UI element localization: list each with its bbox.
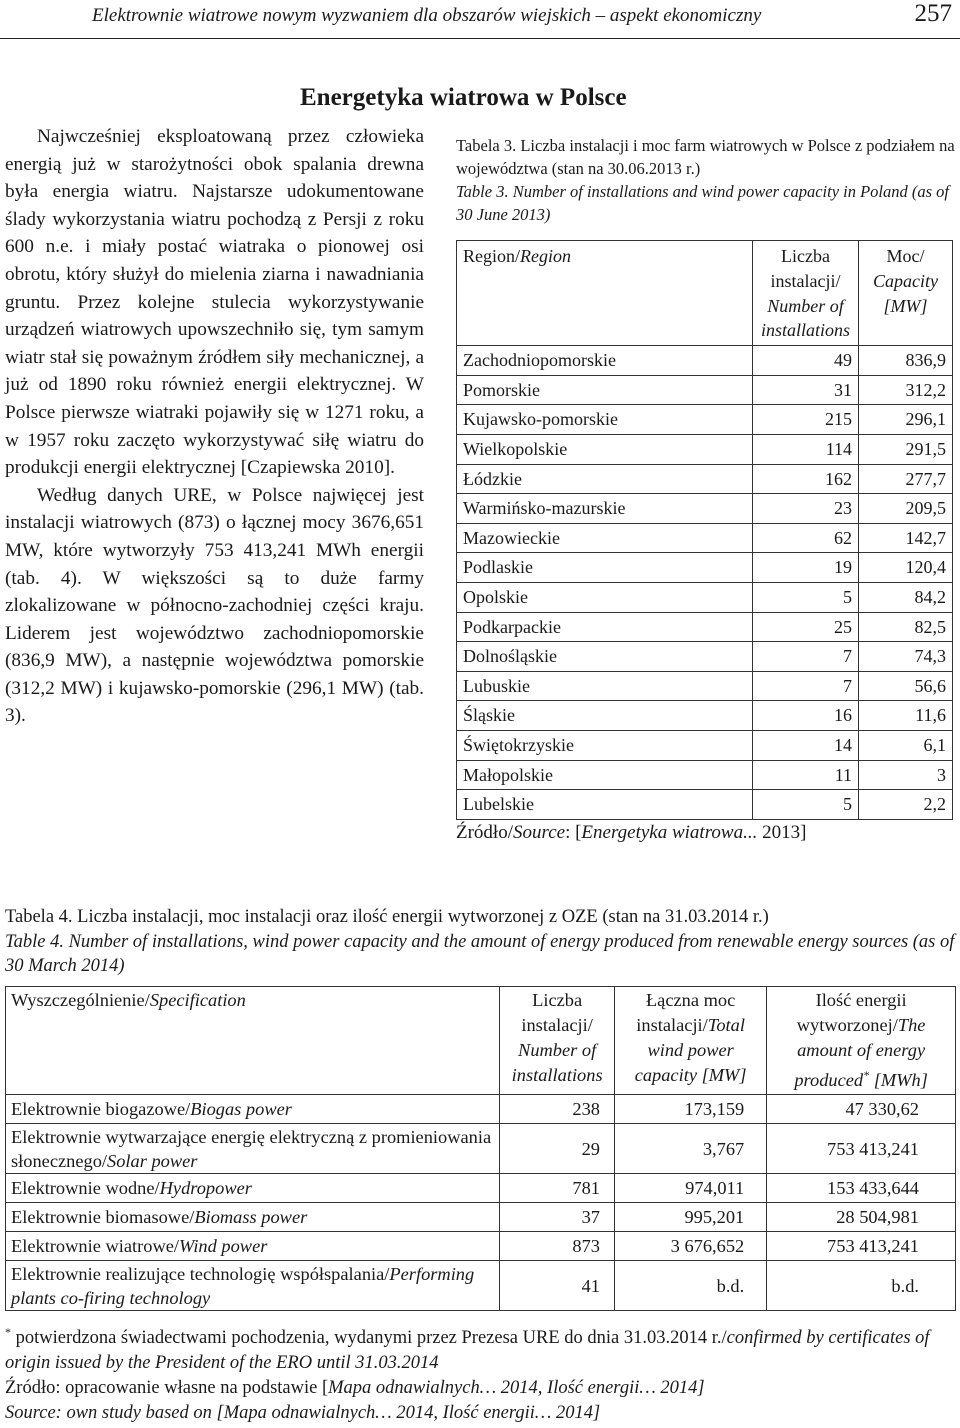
table4-cell-energy: 753 413,241 [767, 1232, 956, 1261]
table4-cell-capacity: 173,159 [614, 1095, 766, 1124]
table3-cell-region: Lubelskie [457, 790, 753, 820]
table3-cell-capacity: 142,7 [859, 523, 953, 553]
table4-row [6, 1261, 956, 1311]
table3-cell-capacity: 11,6 [859, 701, 953, 731]
table4-cell-spec: Elektrownie wiatrowe/Wind power [6, 1232, 500, 1261]
table3-cell-count: 7 [752, 671, 858, 701]
table3-row [457, 671, 953, 701]
table4-header-row [6, 987, 956, 1095]
table4-source-en: Source: own study based on [Mapa odnawialnych… 2014, Ilość energii… 2014] [5, 1403, 601, 1423]
table4-cell-count: 41 [500, 1261, 615, 1311]
table3-header-capacity: Moc/ Capacity [MW] [859, 241, 953, 346]
table3-caption [456, 134, 956, 226]
table3-cell-count: 5 [752, 790, 858, 820]
table3-cell-region: Wielkopolskie [457, 434, 753, 464]
table3-cell-region: Świętokrzyskie [457, 730, 753, 760]
table3-row [457, 730, 953, 760]
table4-cell-capacity: b.d. [614, 1261, 766, 1311]
table4-cell-count: 238 [500, 1095, 615, 1124]
table3-cell-count: 16 [752, 701, 858, 731]
table4-header-total: Łączna moc instalacji/Total wind power capacity [MW] [614, 987, 766, 1095]
paragraph-1: Najwcześniej eksploatowaną przez człowieka energią już w starożytności obok spalania drewna była energia wiatru. Najstarsze udokumentowane ślady wykorzystania wiatru pochodzą z Persji z roku 600 n.e. i miały postać wiatraka o pionowej osi obrotu, który służył do mielenia ziarna i nawadniania gruntu. Przez kolejne stulecia wykorzystywanie urządzeń wiatrowych upowszechniło się, tym samym wiatr stał się poważnym źródłem siły mechanicznej, a już od 1890 roku również energii elektrycznej. W Polsce pierwsze wiatraki pojawiły się w 1271 roku, a w 1957 roku zaczęto wykorzystywać siłę wiatru do produkcji energii elektrycznej [Czapiewska 2010]. [5, 126, 424, 479]
table4-row [6, 1203, 956, 1232]
table3-cell-count: 5 [752, 582, 858, 612]
table3-cell-capacity: 82,5 [859, 612, 953, 642]
table4-cell-spec: Elektrownie wodne/Hydropower [6, 1174, 500, 1203]
table4-cell-count: 29 [500, 1124, 615, 1174]
table4-caption-pl: Tabela 4. Liczba instalacji, moc instalacji oraz ilość energii wytworzonej z OZE (stan na 31.03.2014 r.) [5, 907, 769, 927]
table3-row [457, 434, 953, 464]
table3-cell-capacity: 312,2 [859, 375, 953, 405]
table3-cell-region: Łódzkie [457, 464, 753, 494]
table3-cell-count: 7 [752, 642, 858, 672]
table3-cell-region: Warmińsko-mazurskie [457, 494, 753, 524]
table4-cell-energy: 47 330,62 [767, 1095, 956, 1124]
table3-cell-capacity: 836,9 [859, 346, 953, 376]
table4-cell-count: 781 [500, 1174, 615, 1203]
table3-row [457, 582, 953, 612]
table3-cell-region: Zachodniopomorskie [457, 346, 753, 376]
table3-cell-capacity: 209,5 [859, 494, 953, 524]
table3-row [457, 405, 953, 435]
table3-cell-capacity: 6,1 [859, 730, 953, 760]
table3-cell-count: 62 [752, 523, 858, 553]
table4-cell-spec: Elektrownie biogazowe/Biogas power [6, 1095, 500, 1124]
table3-cell-region: Małopolskie [457, 760, 753, 790]
table3-cell-count: 19 [752, 553, 858, 583]
table4-row [6, 1232, 956, 1261]
table3-cell-count: 114 [752, 434, 858, 464]
table4-cell-energy: 28 504,981 [767, 1203, 956, 1232]
table4-header-spec: Wyszczególnienie/Specification [6, 987, 500, 1095]
table3-cell-region: Kujawsko-pomorskie [457, 405, 753, 435]
table4-caption [5, 905, 955, 979]
page-number: 257 [914, 0, 952, 27]
table3-cell-capacity: 56,6 [859, 671, 953, 701]
table4-cell-energy: 153 433,644 [767, 1174, 956, 1203]
table4 [5, 986, 956, 1311]
table3-cell-region: Podkarpackie [457, 612, 753, 642]
table4-row [6, 1174, 956, 1203]
table3-cell-capacity: 296,1 [859, 405, 953, 435]
table3-row [457, 701, 953, 731]
table4-source [5, 1376, 955, 1426]
table3-cell-capacity: 291,5 [859, 434, 953, 464]
table3-header-region: Region/Region [457, 241, 753, 346]
table3-row [457, 790, 953, 820]
section-title: Energetyka wiatrowa w Polsce [300, 84, 627, 111]
table4-row [6, 1124, 956, 1174]
paragraph-2: Według danych URE, w Polsce najwięcej jest instalacji wiatrowych (873) o łącznej mocy 3676,651 MW, które wytworzyły 753 413,241 MWh energii (tab. 4). W większości są to duże farmy zlokalizowane w północno-zachodniej części kraju. Liderem jest województwo zachodniopomorskie (836,9 MW), a następnie województwa pomorskie (312,2 MW) i kujawsko-pomorskie (296,1 MW) (tab. 3). [5, 484, 424, 727]
table3-cell-region: Lubuskie [457, 671, 753, 701]
table3-row [457, 464, 953, 494]
table4-header-energy: Ilość energii wytworzonej/The amount of energy produced* [MWh] [767, 987, 956, 1095]
table3-row [457, 523, 953, 553]
table3-cell-region: Podlaskie [457, 553, 753, 583]
table3-row [457, 375, 953, 405]
table4-cell-energy: b.d. [767, 1261, 956, 1311]
table4-cell-spec: Elektrownie wytwarzające energię elektryczną z promieniowania słonecznego/Solar power [6, 1124, 500, 1174]
table3-cell-count: 162 [752, 464, 858, 494]
table3-cell-capacity: 2,2 [859, 790, 953, 820]
table4-row [6, 1095, 956, 1124]
table3-header-row [457, 241, 953, 346]
table4-cell-energy: 753 413,241 [767, 1124, 956, 1174]
table3-row [457, 494, 953, 524]
running-title: Elektrownie wiatrowe nowym wyzwaniem dla obszarów wiejskich – aspekt ekonomiczny [92, 5, 762, 26]
table3 [456, 240, 953, 820]
table3-row [457, 346, 953, 376]
table4-cell-capacity: 974,011 [614, 1174, 766, 1203]
table3-row [457, 642, 953, 672]
table3-cell-region: Dolnośląskie [457, 642, 753, 672]
table3-cell-region: Mazowieckie [457, 523, 753, 553]
table4-footnote: * potwierdzona świadectwami pochodzenia, wydanymi przez Prezesa URE do dnia 31.03.2014 r./confirmed by certificates of origin issued by the President of the ERO until 31.03.2014 [5, 1325, 930, 1374]
table3-source: Źródło/Source: [Energetyka wiatrowa... 2013] [456, 822, 807, 843]
table3-cell-count: 31 [752, 375, 858, 405]
body-text [5, 123, 424, 730]
table3-cell-count: 11 [752, 760, 858, 790]
table4-cell-spec: Elektrownie biomasowe/Biomass power [6, 1203, 500, 1232]
table3-cell-region: Pomorskie [457, 375, 753, 405]
table3-cell-region: Śląskie [457, 701, 753, 731]
table3-cell-count: 49 [752, 346, 858, 376]
table4-source-pl: Źródło: opracowanie własne na podstawie [Mapa odnawialnych… 2014, Ilość energii… 2014] [5, 1378, 705, 1398]
table3-cell-region: Opolskie [457, 582, 753, 612]
table3-row [457, 553, 953, 583]
table4-caption-en: Table 4. Number of installations, wind power capacity and the amount of energy produced from renewable energy sources (as of 30 March 2014) [5, 931, 955, 976]
table3-header-count: Liczba instalacji/ Number of installations [752, 241, 858, 346]
table4-cell-count: 873 [500, 1232, 615, 1261]
table3-cell-capacity: 74,3 [859, 642, 953, 672]
table4-cell-capacity: 3,767 [614, 1124, 766, 1174]
table4-cell-capacity: 995,201 [614, 1203, 766, 1232]
table3-cell-capacity: 120,4 [859, 553, 953, 583]
table4-cell-spec: Elektrownie realizujące technologię współspalania/Performing plants co-firing technology [6, 1261, 500, 1311]
table4-cell-count: 37 [500, 1203, 615, 1232]
table3-cell-capacity: 84,2 [859, 582, 953, 612]
table3-row [457, 760, 953, 790]
table3-cell-count: 25 [752, 612, 858, 642]
table3-cell-count: 14 [752, 730, 858, 760]
table3-caption-en: Table 3. Number of installations and wind power capacity in Poland (as of 30 June 2013) [456, 182, 950, 224]
table4-cell-capacity: 3 676,652 [614, 1232, 766, 1261]
page-header [0, 0, 960, 39]
table3-cell-capacity: 277,7 [859, 464, 953, 494]
table3-caption-pl: Tabela 3. Liczba instalacji i moc farm wiatrowych w Polsce z podziałem na województwa (stan na 30.06.2013 r.) [456, 136, 955, 178]
table4-header-count: Liczba instalacji/ Number of installations [500, 987, 615, 1095]
table3-cell-count: 215 [752, 405, 858, 435]
table3-row [457, 612, 953, 642]
table3-cell-count: 23 [752, 494, 858, 524]
table3-cell-capacity: 3 [859, 760, 953, 790]
